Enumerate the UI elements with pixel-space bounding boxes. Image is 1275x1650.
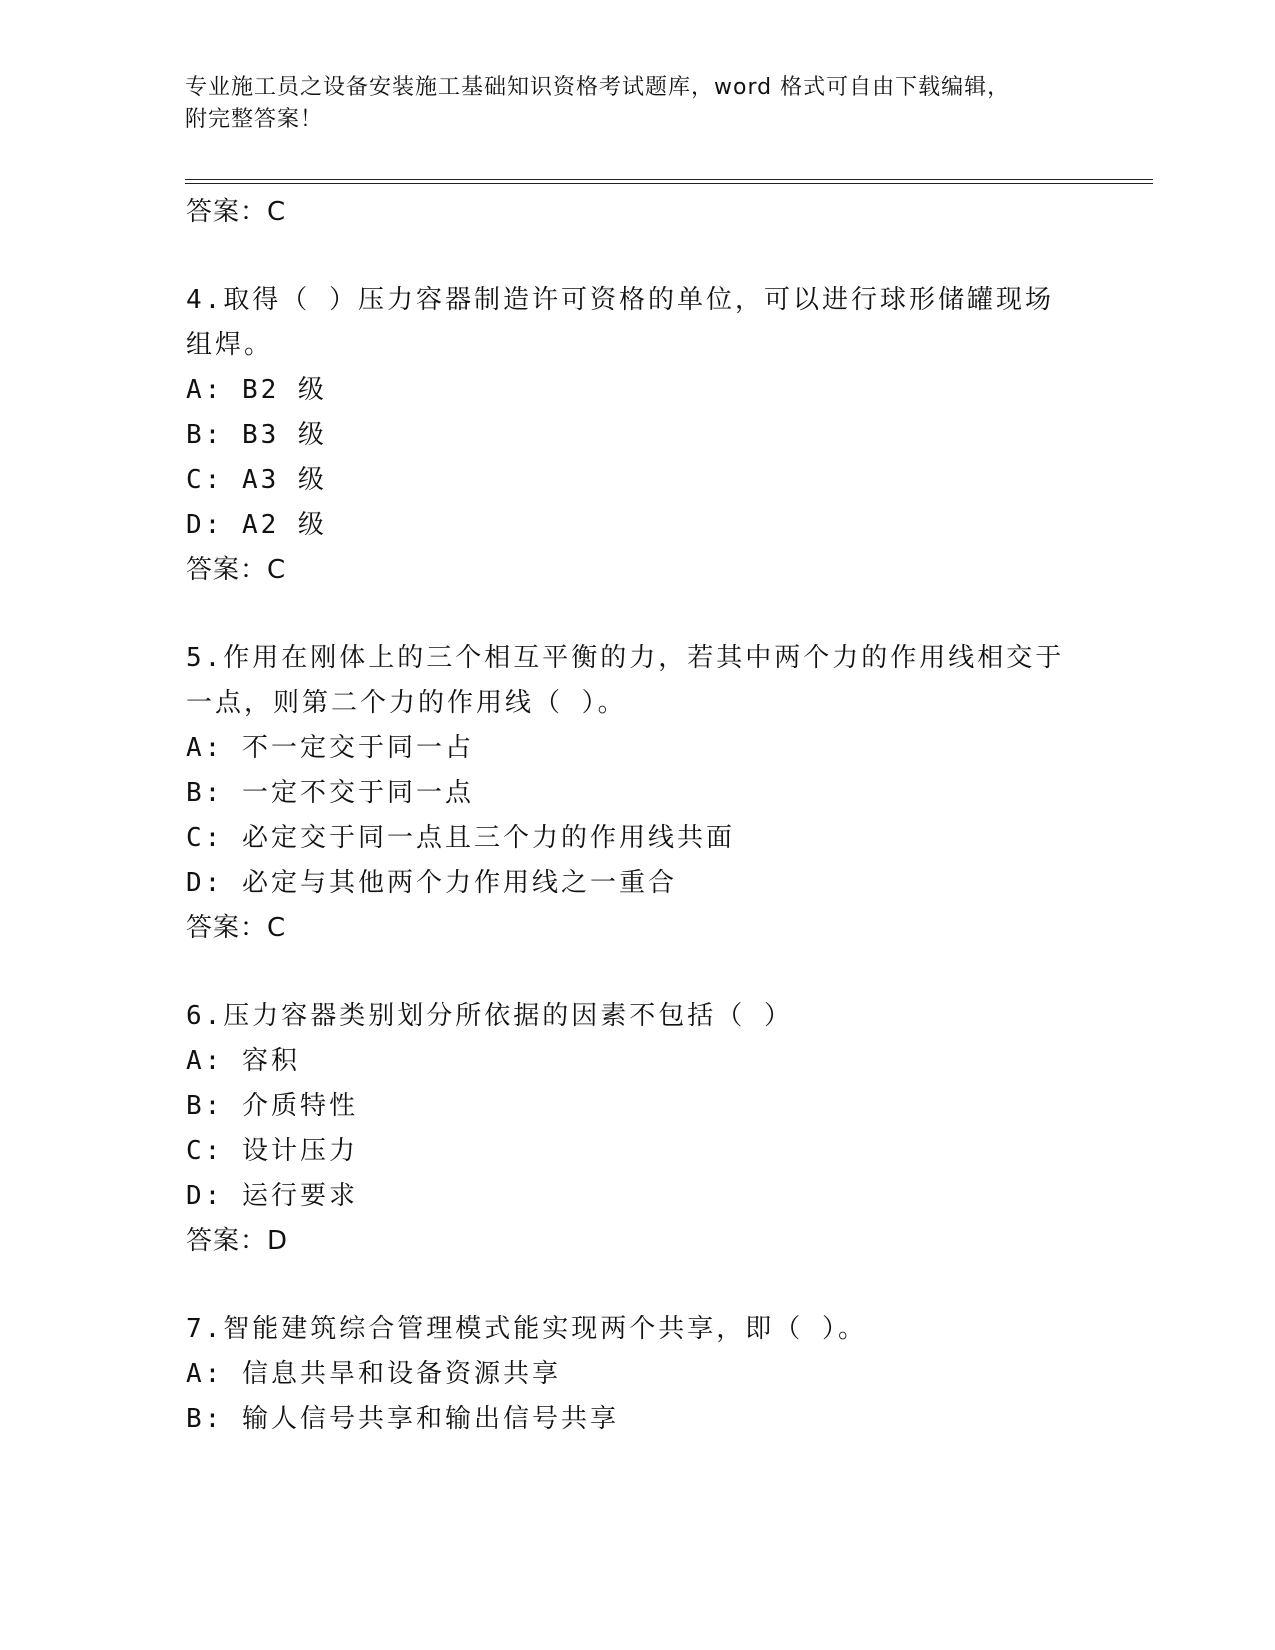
option-a: A: 信息共旱和设备资源共享 xyxy=(186,1359,561,1389)
option-d: D: 必定与其他两个力作用线之一重合 xyxy=(186,868,677,898)
question-item xyxy=(186,636,1086,950)
question-item xyxy=(186,1307,1086,1442)
option-a: A: 不一定交于同一占 xyxy=(186,733,474,763)
question-list xyxy=(186,190,1086,1442)
header-divider-bottom xyxy=(185,183,1153,184)
question-text: 7.智能建筑综合管理模式能实现两个共享，即（ ）。 xyxy=(186,1314,867,1344)
question-item xyxy=(186,994,1086,1263)
question-item xyxy=(186,278,1086,592)
question-text: 5.作用在刚体上的三个相互平衡的力，若其中两个力的作用线相交于一点，则第二个力的作用线（ ）。 xyxy=(186,643,1065,718)
option-a: A: B2 级 xyxy=(186,375,327,405)
option-b: B: 介质特性 xyxy=(186,1091,358,1121)
question-text: 6.压力容器类别划分所依据的因素不包括（ ） xyxy=(186,1001,793,1031)
option-d: D: 运行要求 xyxy=(186,1181,358,1211)
document-header xyxy=(185,72,1085,136)
option-c: C: 必定交于同一点且三个力的作用线共面 xyxy=(186,823,735,853)
answer-line: 答案：D xyxy=(186,1226,289,1256)
answer-line: 答案：C xyxy=(186,555,287,585)
option-d: D: A2 级 xyxy=(186,510,327,540)
header-line-2: 附完整答案！ xyxy=(185,107,324,132)
option-b: B: 输人信号共享和输出信号共享 xyxy=(186,1404,619,1434)
option-c: C: 设计压力 xyxy=(186,1136,358,1166)
option-b: B: 一定不交于同一点 xyxy=(186,778,474,808)
answer-line: 答案：C xyxy=(186,913,287,943)
option-c: C: A3 级 xyxy=(186,465,327,495)
question-text: 4.取得（ ）压力容器制造许可资格的单位，可以进行球形储罐现场组焊。 xyxy=(186,285,1054,360)
option-b: B: B3 级 xyxy=(186,420,327,450)
option-a: A: 容积 xyxy=(186,1046,300,1076)
header-line-1: 专业施工员之设备安装施工基础知识资格考试题库，word 格式可自由下载编辑， xyxy=(185,75,1011,100)
answer-line: 答案：C xyxy=(186,197,287,227)
header-divider-top xyxy=(185,179,1153,180)
